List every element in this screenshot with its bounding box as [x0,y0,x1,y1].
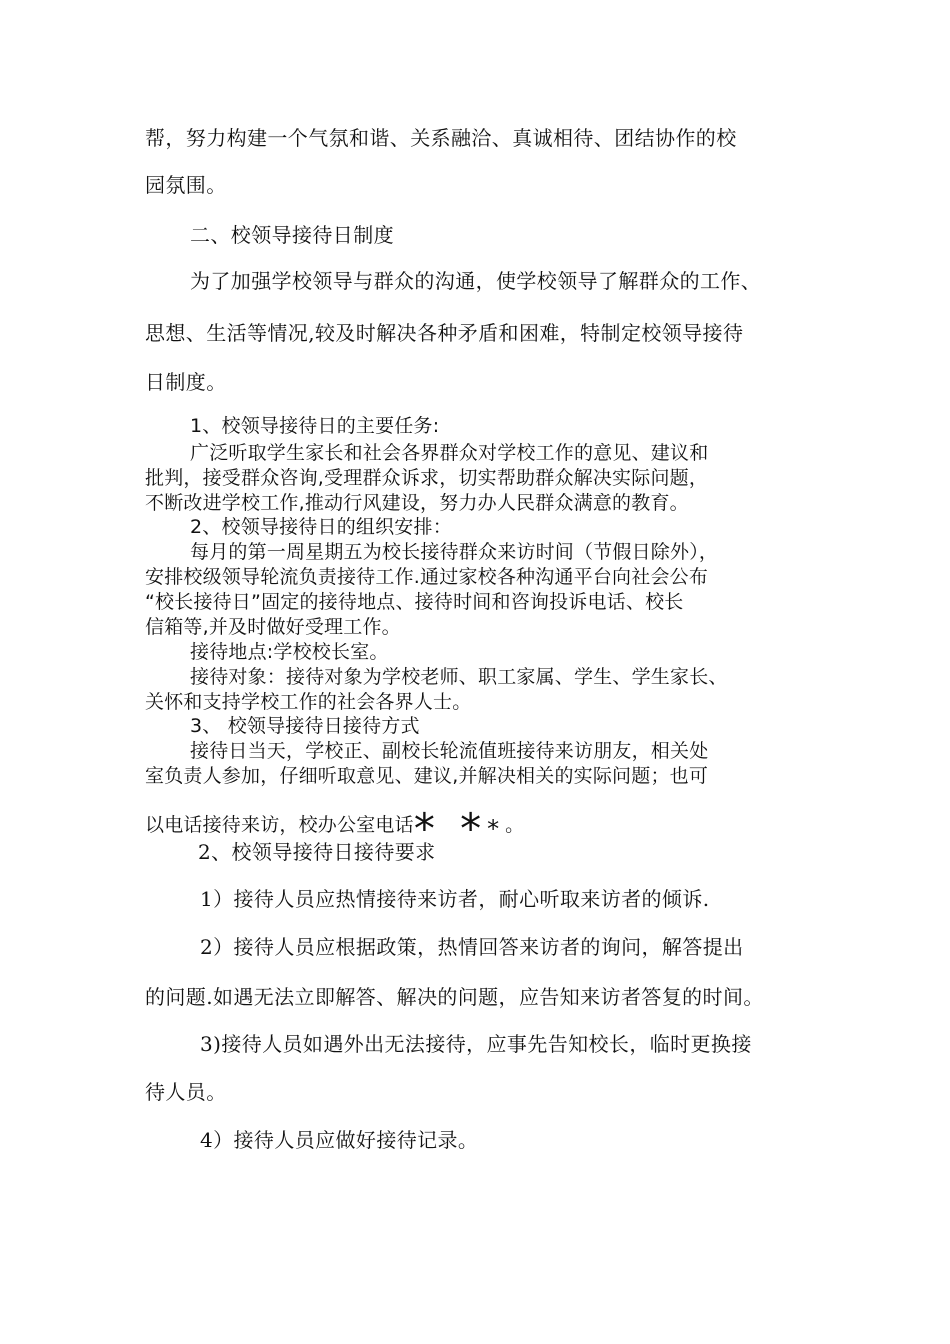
paragraph-line: 思想、生活等情况,较及时解决各种矛盾和困难，特制定校领导接待 [145,321,744,345]
paragraph-line: 的问题.如遇无法立即解答、解决的问题，应告知来访者答复的时间。 [145,985,764,1009]
section-heading: 2、校领导接待日接待要求 [198,840,436,864]
section-heading: 二、校领导接待日制度 [190,223,394,247]
phone-line-end: 。 [505,814,525,836]
paragraph-line: 为了加强学校领导与群众的沟通，使学校领导了解群众的工作、 [190,269,762,293]
paragraph-line: 日制度。 [145,370,227,394]
paragraph-line: 不断改进学校工作,推动行风建设，努力办人民群众满意的教育。 [145,492,689,514]
paragraph-line: 帮，努力构建一个气氛和谐、关系融洽、真诚相待、团结协作的校 [145,126,737,150]
list-item: 4）接待人员应做好接待记录。 [200,1128,479,1152]
paragraph-line: 每月的第一周星期五为校长接待群众来访时间（节假日除外）， [190,541,719,563]
paragraph-line: 接待日当天，学校正、副校长轮流值班接待来访朋友，相关处 [190,740,709,762]
paragraph-line: 接待地点:学校校长室。 [190,641,389,663]
subheading: 3、 校领导接待日接待方式 [190,715,420,737]
paragraph-line: 室负责人参加，仔细听取意见、建议,并解决相关的实际问题；也可 [145,765,709,787]
list-item: 2）接待人员应根据政策，热情回答来访者的询问，解答提出 [200,935,744,959]
paragraph-line: 以电话接待来访，校办公室电话 [145,814,414,836]
paragraph-line: 园氛围。 [145,173,227,197]
paragraph-line: “校长接待日”固定的接待地点、接待时间和咨询投诉电话、校长 [145,591,684,613]
subheading: 2、校领导接待日的组织安排： [190,516,452,538]
phone-mask-large: * * [413,804,488,853]
phone-mask-small: * [487,815,506,843]
paragraph-line: 接待对象：接待对象为学校老师、职工家属、学生、学生家长、 [190,666,728,688]
paragraph-line: 广泛听取学生家长和社会各界群众对学校工作的意见、建议和 [190,442,709,464]
paragraph-line: 待人员。 [145,1080,227,1104]
list-item: 3)接待人员如遇外出无法接待，应事先告知校长，临时更换接 [200,1032,752,1056]
paragraph-line: 批判，接受群众咨询,受理群众诉求，切实帮助群众解决实际问题， [145,467,709,489]
paragraph-line: 信箱等,并及时做好受理工作。 [145,616,401,638]
list-item: 1）接待人员应热情接待来访者，耐心听取来访者的倾诉. [200,887,710,911]
subheading: 1、校领导接待日的主要任务: [190,415,440,437]
paragraph-line: 关怀和支持学校工作的社会各界人士。 [145,691,472,713]
paragraph-line: 安排校级领导轮流负责接待工作.通过家校各种沟通平台向社会公布 [145,566,709,588]
